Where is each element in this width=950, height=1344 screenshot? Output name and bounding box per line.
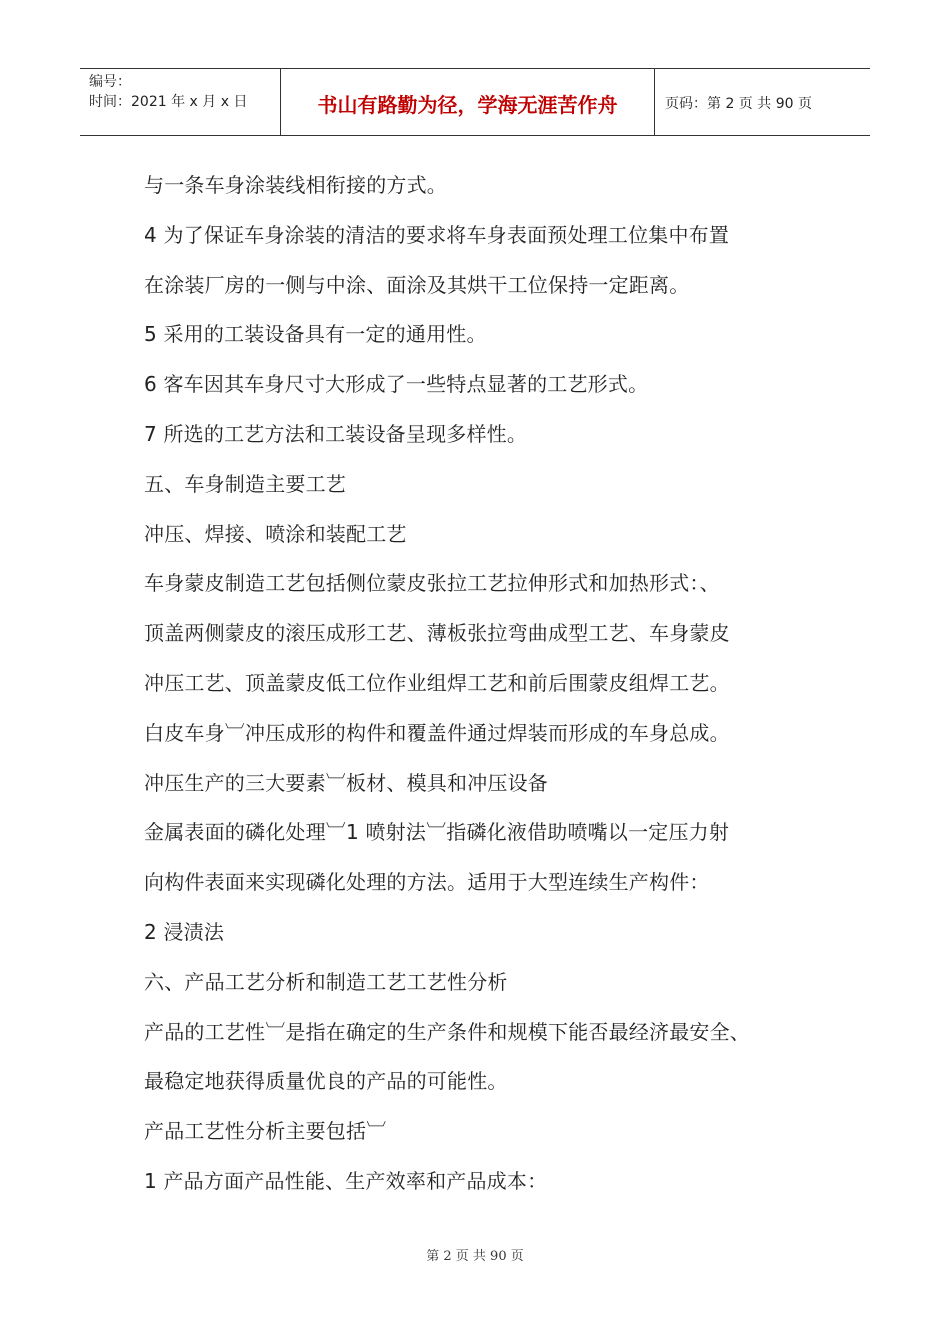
body-line: 产品的工艺性︺是指在确定的生产条件和规模下能否最经济最安全、 — [144, 1019, 750, 1044]
section-heading: 五、车身制造主要工艺 — [144, 471, 346, 496]
document-header — [80, 68, 870, 136]
body-line: 向构件表面来实现磷化处理的方法。适用于大型连续生产构件： — [144, 870, 710, 895]
body-line: 车身蒙皮制造工艺包括侧位蒙皮张拉工艺拉伸形式和加热形式：、 — [144, 571, 720, 596]
header-page-info: 页码：第 2 页 共 90 页 — [665, 96, 812, 112]
date-label: 时间：2021 年 x 月 x 日 — [89, 94, 248, 110]
body-line: 冲压、焊接、喷涂和装配工艺 — [144, 521, 407, 546]
body-line: 金属表面的磷化处理︺1 喷射法︺指磷化液借助喷嘴以一定压力射 — [144, 820, 730, 845]
body-line: 白皮车身︺冲压成形的构件和覆盖件通过焊装而形成的车身总成。 — [144, 720, 730, 745]
body-line: 顶盖两侧蒙皮的滚压成形工艺、薄板张拉弯曲成型工艺、车身蒙皮 — [144, 621, 730, 646]
body-line: 6 客车因其车身尺寸大形成了一些特点显著的工艺形式。 — [144, 372, 649, 397]
body-line: 冲压工艺、顶盖蒙皮低工位作业组焊工艺和前后围蒙皮组焊工艺。 — [144, 670, 730, 695]
header-motto: 书山有路勤为径，学海无涯苦作舟 — [281, 69, 655, 135]
body-line: 最稳定地获得质量优良的产品的可能性。 — [144, 1069, 508, 1094]
body-line: 1 产品方面产品性能、生产效率和产品成本： — [144, 1168, 548, 1193]
body-line: 4 为了保证车身涂装的清洁的要求将车身表面预处理工位集中布置 — [144, 222, 730, 247]
document-body — [144, 167, 834, 1213]
number-label: 编号： — [89, 74, 131, 90]
body-line: 与一条车身涂装线相衔接的方式。 — [144, 173, 447, 197]
page-footer: 第 2 页 共 90 页 — [426, 1249, 524, 1264]
body-line: 7 所选的工艺方法和工装设备呈现多样性。 — [144, 421, 528, 446]
body-line: 在涂装厂房的一侧与中涂、面涂及其烘干工位保持一定距离。 — [144, 272, 690, 297]
body-line: 冲压生产的三大要素︺板材、模具和冲压设备 — [144, 770, 548, 795]
body-line: 5 采用的工装设备具有一定的通用性。 — [144, 322, 487, 347]
section-heading: 六、产品工艺分析和制造工艺工艺性分析 — [144, 969, 508, 994]
body-line: 产品工艺性分析主要包括︺ — [144, 1119, 387, 1144]
body-line: 2 浸渍法 — [144, 919, 225, 944]
header-meta-cell — [80, 69, 281, 135]
